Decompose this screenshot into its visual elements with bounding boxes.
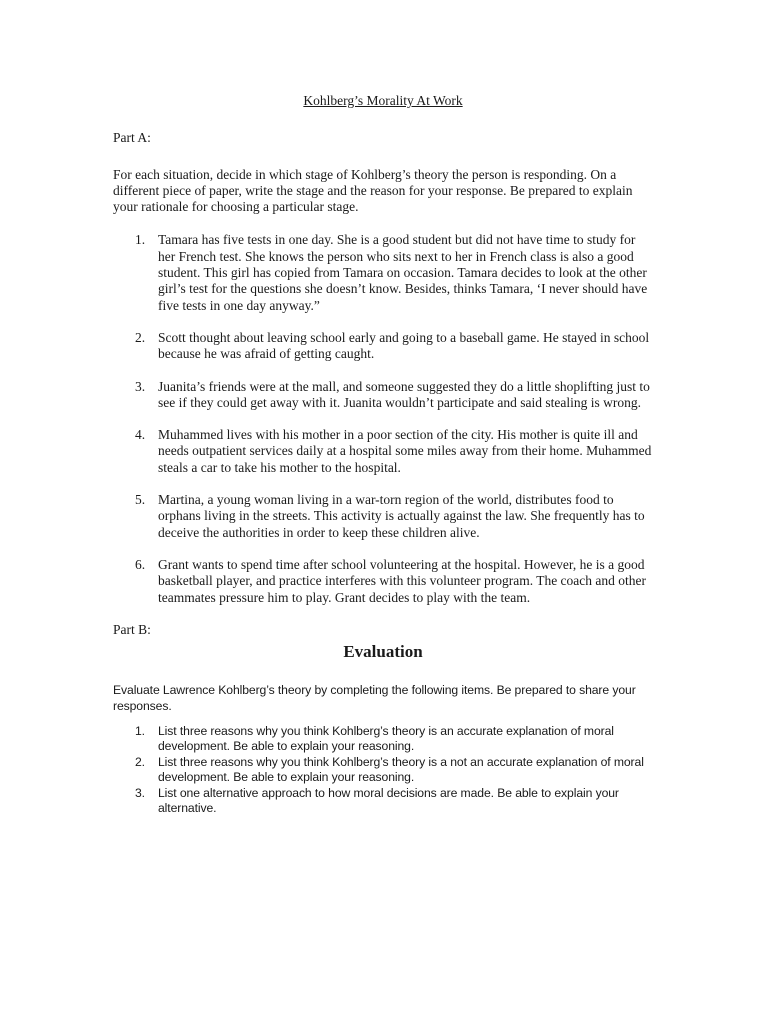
- situation-item: [113, 492, 653, 541]
- part-a-instructions: For each situation, decide in which stage of Kohlberg’s theory the person is responding. On a different piece of paper, write the stage and the reason for your response. Be prepared to explain your rationale for choosing a particular stage.: [113, 166, 633, 215]
- document-page: [113, 90, 653, 816]
- situation-number: 4.: [135, 427, 146, 443]
- situation-item: [113, 330, 653, 363]
- evaluation-list: [113, 724, 653, 816]
- situation-text: Martina, a young woman living in a war-torn region of the world, distributes food to orphans living in the streets. This activity is actually against the law. She frequently has to deceive the authorities in order to keep these children alive.: [158, 492, 645, 540]
- evaluation-item: [113, 755, 653, 786]
- evaluation-text: List three reasons why you think Kohlberg’s theory is a not an accurate explanation of moral development. Be able to explain your reasoning.: [158, 754, 644, 785]
- evaluation-number: 2.: [135, 754, 145, 769]
- document-title: Kohlberg’s Morality At Work: [303, 93, 463, 108]
- situation-text: Grant wants to spend time after school volunteering at the hospital. However, he is a good basketball player, and practice interferes with this volunteer program. The coach and other teammates pressure him to play. Grant decides to play with the team.: [158, 556, 647, 605]
- situation-text: Juanita’s friends were at the mall, and someone suggested they do a little shoplifting just to see if they could get away with it. Juanita wouldn’t participate and said stealing is wrong.: [158, 378, 650, 410]
- situation-item: [113, 232, 653, 313]
- evaluation-text: List one alternative approach to how moral decisions are made. Be able to explain your alternative.: [158, 785, 619, 815]
- situation-text: Muhammed lives with his mother in a poor section of the city. His mother is quite ill and needs outpatient services daily at a hospital some miles away from their home. Muhammed steals a car to take his mother to the hospital.: [158, 427, 652, 475]
- evaluation-heading: Evaluation: [343, 642, 423, 662]
- situation-number: 5.: [135, 492, 146, 508]
- situation-number: 6.: [135, 556, 146, 572]
- situation-text: Tamara has five tests in one day. She is a good student but did not have time to study for her French test. She knows the person who sits next to her in French class is also a good student. This girl has copied from Tamara on occasion. Tamara decides to look at the other girl’s test for the questions she doesn’t know. Besides, thinks Tamara, ‘I never should have five tests in one day anyway.”: [158, 232, 648, 313]
- evaluation-number: 3.: [135, 785, 145, 800]
- part-b-label: Part B:: [113, 621, 151, 637]
- situation-number: 3.: [135, 378, 146, 394]
- evaluation-item: [113, 786, 653, 817]
- evaluation-number: 1.: [135, 723, 145, 738]
- situation-item: [113, 379, 653, 412]
- situation-item: [113, 557, 653, 606]
- situation-item: [113, 427, 653, 476]
- evaluation-text: List three reasons why you think Kohlberg’s theory is an accurate explanation of moral development. Be able to explain your reasoning.: [158, 723, 614, 754]
- part-a-label: Part A:: [113, 130, 151, 146]
- situation-number: 2.: [135, 329, 146, 345]
- situation-number: 1.: [135, 232, 146, 248]
- evaluation-instructions: Evaluate Lawrence Kohlberg’s theory by completing the following items. Be prepared to share your responses.: [113, 683, 636, 713]
- situation-list: [113, 232, 653, 605]
- situation-text: Scott thought about leaving school early and going to a baseball game. He stayed in school because he was afraid of getting caught.: [158, 329, 650, 362]
- evaluation-item: [113, 724, 653, 755]
